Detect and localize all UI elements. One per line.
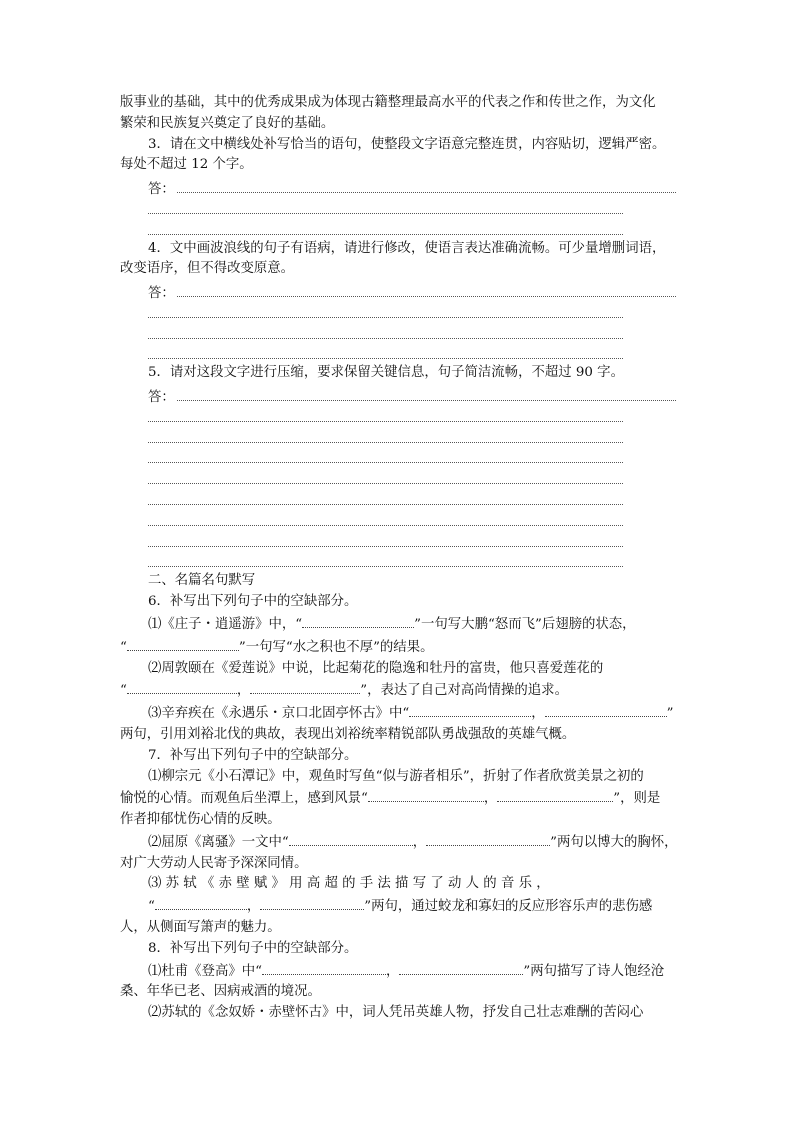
question-7-part-1-end: 作者抑郁忧伤心情的反映。 [120,812,281,828]
answer-label: 答： [148,389,175,405]
question-8-part-1: ⑴杜甫《登高》中“ ， ”两句描写了诗人饱经沧 [148,960,676,983]
question-7-title: 7．补写出下列句子中的空缺部分。 [148,747,358,763]
question-3-prompt: 3．请在文中横线处补写恰当的语句，使整段文字语意完整连贯，内容贴切，逻辑严密。 [148,136,666,152]
fill-blank[interactable] [409,702,531,717]
fill-blank[interactable] [289,831,413,846]
answer-line[interactable] [148,322,676,343]
document-content [120,93,678,1024]
answer-line[interactable] [148,551,676,572]
fill-blank[interactable] [302,613,414,628]
section-title: 二、名篇名句默写 [148,573,256,589]
answer-line[interactable] [148,197,676,218]
question-6-part-2: ⑵周敦颐在《爱莲说》中说，比起菊花的隐逸和牡丹的富贵，他只喜爱莲花的 [148,660,604,676]
fill-blank[interactable] [155,895,247,910]
fill-blank[interactable] [260,895,364,910]
answer-label: 答： [148,285,175,301]
fill-blank[interactable] [399,960,523,975]
question-5-answer-line[interactable] [148,384,676,405]
question-4-prompt-cont: 改变语序，但不得改变原意。 [120,261,295,277]
fill-blank[interactable] [127,636,239,651]
question-7-part-2-cont: 对广大劳动人民寄予深深同情。 [120,855,308,871]
question-6-part-2-cont: “ ， ”，表达了自己对高尚情操的追求。 [120,679,676,702]
fill-blank[interactable] [127,679,237,694]
answer-line[interactable] [148,426,676,447]
question-6-part-3: ⑶辛弃疾在《永遇乐・京口北固亭怀古》中“ ， ” [148,702,676,725]
fill-blank[interactable] [426,831,550,846]
question-5-prompt: 5．请对这段文字进行压缩，要求保留关键信息，句子简洁流畅，不超过 90 字。 [148,365,624,381]
fill-blank[interactable] [262,960,386,975]
question-8-part-1-cont: 桑、年华已老、因病戒酒的境况。 [120,984,321,1000]
answer-line[interactable] [148,488,676,509]
question-7-part-1-cont: 愉悦的心情。而观鱼后坐潭上，感到风景“ ， ”，则是 [120,787,676,810]
answer-line[interactable] [148,467,676,488]
intro-line-2: 繁荣和民族复兴奠定了良好的基础。 [120,115,335,131]
question-3-answer-line[interactable] [148,176,676,197]
fill-blank[interactable] [250,679,360,694]
question-7-part-1: ⑴柳宗元《小石潭记》中，观鱼时写鱼“似与游者相乐”，折射了作者欣赏美景之初的 [148,768,644,784]
fill-blank[interactable] [545,702,667,717]
answer-line[interactable] [148,447,676,468]
question-6-title: 6．补写出下列句子中的空缺部分。 [148,594,358,610]
answer-line[interactable] [148,530,676,551]
fill-blank[interactable] [497,787,613,802]
answer-line[interactable] [148,405,676,426]
intro-line-1: 版事业的基础，其中的优秀成果成为体现古籍整理最高水平的代表之作和传世之作，为文化 [120,95,656,110]
question-6-part-3-cont: 两句，引用刘裕北伐的典故，表现出刘裕统率精锐部队勇战强敌的英雄气概。 [120,726,576,742]
fill-blank[interactable] [368,787,484,802]
answer-line[interactable] [148,509,676,530]
answer-line[interactable] [148,343,676,364]
question-7-part-3-end: 人，从侧面写箫声的魅力。 [120,920,281,936]
answer-label: 答： [148,181,175,197]
question-7-part-3-cont: “ ， ”两句，通过蛟龙和寡妇的反应形容乐声的悲伤感 [148,895,676,918]
question-4-prompt: 4．文中画波浪线的句子有语病，请进行修改，使语言表达准确流畅。可少量增删词语， [148,240,666,256]
question-6-part-1: ⑴《庄子・逍遥游》中，“ ”一句写大鹏“怒而飞”后翅膀的状态， [148,613,676,636]
question-4-answer-line[interactable] [148,280,676,301]
question-7-part-3: ⑶ 苏 轼 《 赤 壁 赋 》 用 高 超 的 手 法 描 写 了 动 人 的 音 乐 ， [148,876,550,892]
answer-line[interactable] [148,218,676,239]
question-8-part-2: ⑵苏轼的《念奴娇・赤壁怀古》中，词人凭吊英雄人物，抒发自己壮志难酬的苦闷心 [148,1005,644,1021]
question-6-part-1-cont: “ ”一句写“水之积也不厚”的结果。 [120,636,676,659]
question-8-title: 8．补写出下列句子中的空缺部分。 [148,940,358,956]
question-7-part-2: ⑵屈原《离骚》一文中“ ， ”两句以博大的胸怀， [148,831,676,854]
answer-line[interactable] [148,301,676,322]
question-3-prompt-cont: 每处不超过 12 个字。 [120,157,253,173]
